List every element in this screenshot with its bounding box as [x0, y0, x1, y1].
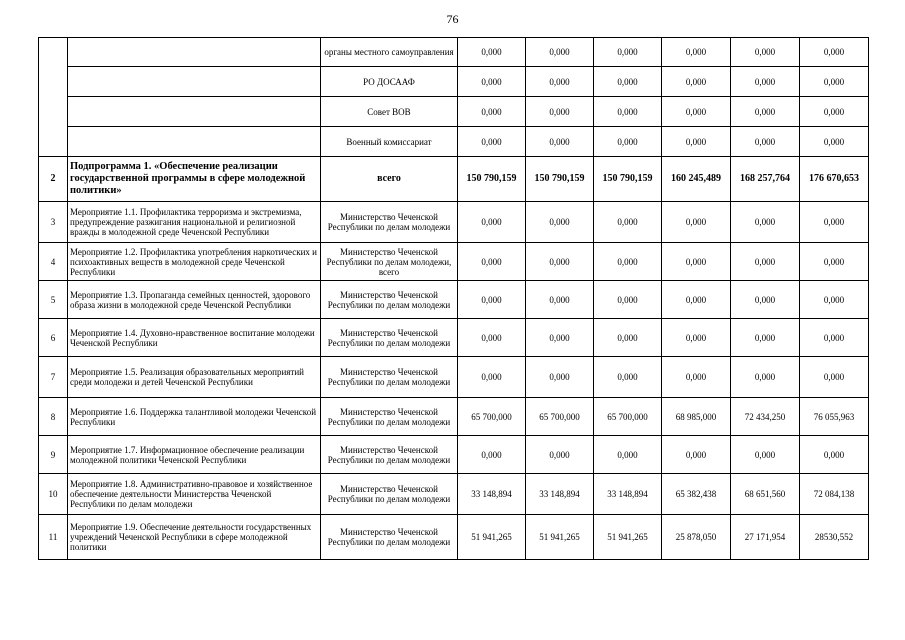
executor-cell: Министерство Чеченской Республики по делам молодежи, всего	[321, 243, 458, 281]
value-cell: 0,000	[594, 243, 662, 281]
executor-cell: Министерство Чеченской Республики по делам молодежи	[321, 202, 458, 243]
value-cell: 0,000	[526, 97, 594, 127]
executor-cell: Министерство Чеченской Республики по делам молодежи	[321, 281, 458, 319]
activity-name-cell: Мероприятие 1.8. Административно-правовое и хозяйственное обеспечение деятельности Министерства Чеченской Республики по делам молодежи	[68, 474, 321, 515]
page-number: 76	[446, 12, 459, 26]
value-cell: 0,000	[458, 202, 526, 243]
value-cell: 0,000	[800, 319, 869, 357]
value-cell: 0,000	[458, 243, 526, 281]
value-cell: 0,000	[731, 38, 800, 67]
value-cell: 0,000	[458, 38, 526, 67]
table-row	[39, 202, 869, 243]
row-number-cell: 6	[39, 319, 68, 357]
value-cell: 0,000	[526, 38, 594, 67]
activity-name-cell: Мероприятие 1.9. Обеспечение деятельности государственных учреждений Чеченской Республики в сфере молодежной политики	[68, 515, 321, 560]
budget-table	[38, 37, 869, 560]
table-row	[39, 38, 869, 67]
value-cell: 176 670,653	[800, 157, 869, 202]
value-cell: 0,000	[800, 436, 869, 474]
value-cell: 27 171,954	[731, 515, 800, 560]
value-cell: 68 651,560	[731, 474, 800, 515]
value-cell: 0,000	[594, 97, 662, 127]
value-cell: 0,000	[731, 67, 800, 97]
value-cell: 0,000	[800, 97, 869, 127]
activity-name-cell	[68, 97, 321, 127]
value-cell: 0,000	[526, 357, 594, 398]
value-cell: 150 790,159	[458, 157, 526, 202]
value-cell: 0,000	[800, 243, 869, 281]
activity-name-cell: Мероприятие 1.7. Информационное обеспечение реализации молодежной политики Чеченской Республики	[68, 436, 321, 474]
executor-cell: Министерство Чеченской Республики по делам молодежи	[321, 436, 458, 474]
activity-name-cell	[68, 67, 321, 97]
value-cell: 0,000	[662, 97, 731, 127]
value-cell: 0,000	[662, 38, 731, 67]
activity-name-cell: Мероприятие 1.5. Реализация образовательных мероприятий среди молодежи и детей Чеченской Республики	[68, 357, 321, 398]
value-cell: 25 878,050	[662, 515, 731, 560]
value-cell: 0,000	[526, 319, 594, 357]
table-row	[39, 436, 869, 474]
value-cell: 150 790,159	[594, 157, 662, 202]
table-row	[39, 243, 869, 281]
table-row	[39, 97, 869, 127]
value-cell: 0,000	[662, 243, 731, 281]
executor-cell: Совет ВОВ	[321, 97, 458, 127]
table-row	[39, 474, 869, 515]
value-cell: 0,000	[458, 127, 526, 157]
row-number-cell: 10	[39, 474, 68, 515]
value-cell: 0,000	[662, 281, 731, 319]
value-cell: 0,000	[731, 281, 800, 319]
executor-cell: Министерство Чеченской Республики по делам молодежи	[321, 515, 458, 560]
executor-cell: органы местного самоуправления	[321, 38, 458, 67]
value-cell: 0,000	[458, 97, 526, 127]
value-cell: 0,000	[594, 319, 662, 357]
value-cell: 0,000	[800, 202, 869, 243]
value-cell: 33 148,894	[458, 474, 526, 515]
value-cell: 0,000	[800, 38, 869, 67]
value-cell: 0,000	[731, 319, 800, 357]
executor-cell: Министерство Чеченской Республики по делам молодежи	[321, 319, 458, 357]
table-row	[39, 357, 869, 398]
row-number-cell: 4	[39, 243, 68, 281]
activity-name-cell	[68, 38, 321, 67]
value-cell: 0,000	[800, 67, 869, 97]
value-cell: 65 700,000	[594, 398, 662, 436]
value-cell: 33 148,894	[594, 474, 662, 515]
value-cell: 0,000	[458, 319, 526, 357]
row-number-cell: 11	[39, 515, 68, 560]
executor-cell: всего	[321, 157, 458, 202]
value-cell: 0,000	[594, 436, 662, 474]
value-cell: 0,000	[526, 243, 594, 281]
row-number-cell: 5	[39, 281, 68, 319]
value-cell: 0,000	[800, 357, 869, 398]
value-cell: 0,000	[594, 281, 662, 319]
value-cell: 0,000	[458, 436, 526, 474]
executor-cell: Министерство Чеченской Республики по делам молодежи	[321, 357, 458, 398]
value-cell: 65 700,000	[458, 398, 526, 436]
value-cell: 68 985,000	[662, 398, 731, 436]
executor-cell: Министерство Чеченской Республики по делам молодежи	[321, 474, 458, 515]
row-number-cell: 9	[39, 436, 68, 474]
executor-cell: Военный комиссариат	[321, 127, 458, 157]
value-cell: 0,000	[526, 436, 594, 474]
value-cell: 28530,552	[800, 515, 869, 560]
value-cell: 0,000	[458, 281, 526, 319]
value-cell: 0,000	[731, 97, 800, 127]
value-cell: 72 434,250	[731, 398, 800, 436]
value-cell: 0,000	[526, 281, 594, 319]
value-cell: 72 084,138	[800, 474, 869, 515]
table-row	[39, 67, 869, 97]
value-cell: 0,000	[800, 127, 869, 157]
value-cell: 51 941,265	[458, 515, 526, 560]
activity-name-cell	[68, 127, 321, 157]
value-cell: 0,000	[731, 436, 800, 474]
value-cell: 0,000	[731, 127, 800, 157]
activity-name-cell: Мероприятие 1.3. Пропаганда семейных ценностей, здорового образа жизни в молодежной среде Чеченской Республики	[68, 281, 321, 319]
table-row	[39, 398, 869, 436]
value-cell: 0,000	[662, 436, 731, 474]
value-cell: 150 790,159	[526, 157, 594, 202]
value-cell: 0,000	[526, 67, 594, 97]
subprogram-row	[39, 157, 869, 202]
table-row	[39, 319, 869, 357]
activity-name-cell: Мероприятие 1.1. Профилактика терроризма и экстремизма, предупреждение разжигания национальной и религиозной вражды в молодежной среде Чеченской Республики	[68, 202, 321, 243]
value-cell: 51 941,265	[526, 515, 594, 560]
value-cell: 0,000	[594, 38, 662, 67]
row-number-cell: 7	[39, 357, 68, 398]
executor-cell: РО ДОСААФ	[321, 67, 458, 97]
row-number-cell: 8	[39, 398, 68, 436]
value-cell: 0,000	[800, 281, 869, 319]
value-cell: 160 245,489	[662, 157, 731, 202]
value-cell: 33 148,894	[526, 474, 594, 515]
value-cell: 0,000	[526, 127, 594, 157]
value-cell: 65 382,438	[662, 474, 731, 515]
row-number-cell	[39, 38, 68, 157]
executor-cell: Министерство Чеченской Республики по делам молодежи	[321, 398, 458, 436]
value-cell: 0,000	[662, 319, 731, 357]
value-cell: 0,000	[594, 357, 662, 398]
table-row	[39, 281, 869, 319]
value-cell: 0,000	[731, 243, 800, 281]
value-cell: 76 055,963	[800, 398, 869, 436]
value-cell: 0,000	[458, 357, 526, 398]
table-row	[39, 515, 869, 560]
value-cell: 168 257,764	[731, 157, 800, 202]
row-number-cell: 3	[39, 202, 68, 243]
value-cell: 0,000	[662, 67, 731, 97]
row-number-cell: 2	[39, 157, 68, 202]
value-cell: 0,000	[594, 202, 662, 243]
table-row	[39, 127, 869, 157]
value-cell: 0,000	[662, 127, 731, 157]
value-cell: 0,000	[458, 67, 526, 97]
activity-name-cell: Мероприятие 1.2. Профилактика употребления наркотических и психоактивных веществ в молодежной среде Чеченской Республики	[68, 243, 321, 281]
value-cell: 0,000	[662, 202, 731, 243]
value-cell: 0,000	[526, 202, 594, 243]
value-cell: 0,000	[731, 202, 800, 243]
value-cell: 0,000	[731, 357, 800, 398]
value-cell: 0,000	[594, 127, 662, 157]
activity-name-cell: Подпрограмма 1. «Обеспечение реализации государственной программы в сфере молодежной политики»	[68, 157, 321, 202]
value-cell: 51 941,265	[594, 515, 662, 560]
value-cell: 65 700,000	[526, 398, 594, 436]
value-cell: 0,000	[594, 67, 662, 97]
value-cell: 0,000	[662, 357, 731, 398]
activity-name-cell: Мероприятие 1.6. Поддержка талантливой молодежи Чеченской Республики	[68, 398, 321, 436]
activity-name-cell: Мероприятие 1.4. Духовно-нравственное воспитание молодежи Чеченской Республики	[68, 319, 321, 357]
